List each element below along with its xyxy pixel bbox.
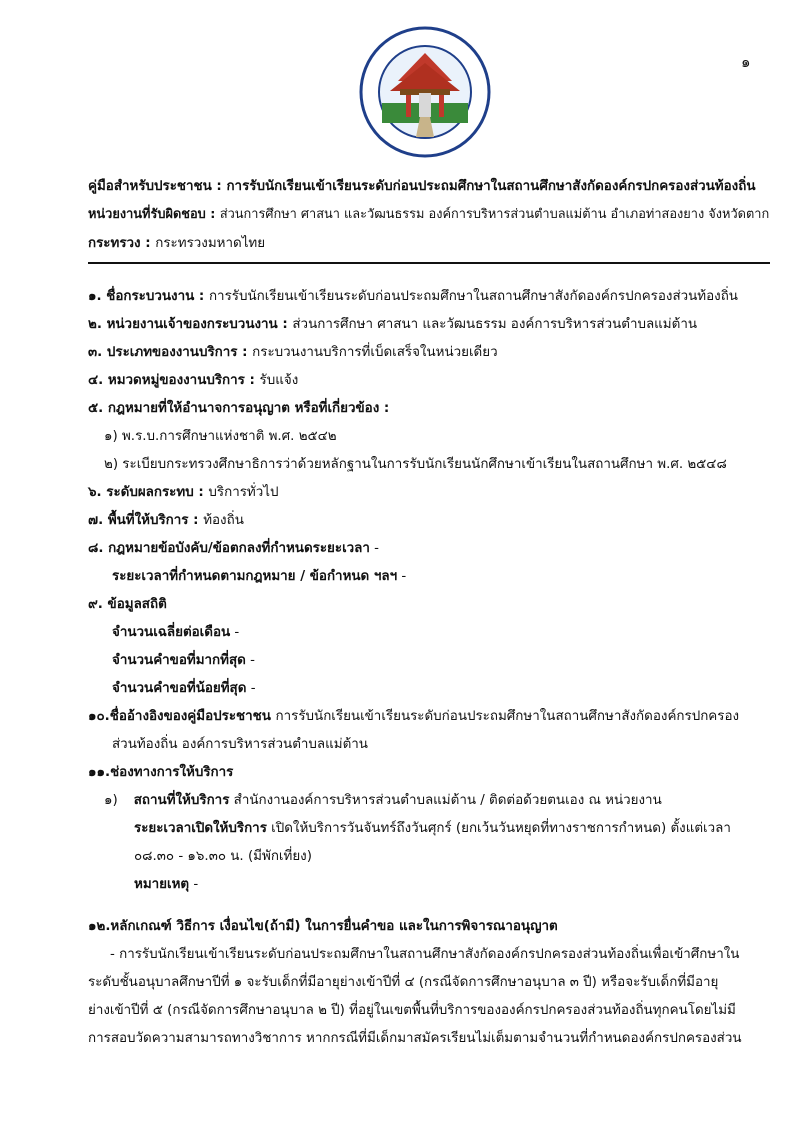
item-7-value: ท้องถิ่น xyxy=(203,513,244,528)
item-9-avg-label: จำนวนเฉลี่ยต่อเดือน xyxy=(112,625,231,640)
item-6-label: ๖. ระดับผลกระทบ : xyxy=(88,485,209,500)
item-2-label: ๒. หน่วยงานเจ้าของกระบวนงาน : xyxy=(88,317,293,332)
item-9-max xyxy=(112,652,255,670)
item-11-time-label: ระยะเวลาเปิดให้บริการ xyxy=(134,821,267,836)
item-9-avg-value: - xyxy=(230,625,240,640)
item-5-label: ๕. กฎหมายที่ให้อำนาจการอนุญาต หรือที่เกี่ยวข้อง : xyxy=(88,401,390,416)
item-11-time-cont: ๐๘.๓๐ - ๑๖.๓๐ น. (มีพักเที่ยง) xyxy=(134,849,312,864)
header-divider xyxy=(88,262,770,264)
ministry-line xyxy=(88,232,265,253)
item-9-min-value: - xyxy=(246,681,256,696)
item-8-value: - xyxy=(369,541,379,556)
ministry-label: กระทรวง : xyxy=(88,236,156,251)
item-8 xyxy=(88,540,379,558)
item-1-label: ๑. ชื่อกระบวนงาน : xyxy=(88,289,209,304)
item-11-note xyxy=(134,876,198,894)
item-12-label: ๑๒.หลักเกณฑ์ วิธีการ เงื่อนไข(ถ้ามี) ในการยื่นคำขอ และในการพิจารณาอนุญาต xyxy=(88,919,558,934)
item-7-label: ๗. พื้นที่ให้บริการ : xyxy=(88,513,204,528)
item-10-value-cont: ส่วนท้องถิ่น องค์การบริหารส่วนตำบลแม่ต้าน xyxy=(112,737,368,752)
item-9-min-label: จำนวนคำขอที่น้อยที่สุด xyxy=(112,681,247,696)
item-12-para-2: ระดับชั้นอนุบาลศึกษาปีที่ ๑ จะรับเด็กที่มีอายุย่างเข้าปีที่ ๔ (กรณีจัดการศึกษาอนุบาล ๓ ปี) หรือจะรับเด็กที่มีอายุ xyxy=(88,975,719,990)
item-9-label: ๙. ข้อมูลสถิติ xyxy=(88,597,167,612)
item-8-sub xyxy=(112,568,406,586)
item-11-label: ๑๑.ช่องทางการให้บริการ xyxy=(88,765,234,780)
item-9-avg xyxy=(112,624,239,642)
item-5-sub-1: ๑) พ.ร.บ.การศึกษาแห่งชาติ พ.ศ. ๒๕๔๒ xyxy=(104,429,337,444)
item-2 xyxy=(88,316,697,334)
item-10-label: ๑๐.ชื่ออ้างอิงของคู่มือประชาชน xyxy=(88,709,276,724)
item-12-para-3: ย่างเข้าปีที่ ๕ (กรณีจัดการศึกษาอนุบาล ๒ ปี) ที่อยู่ในเขตพื้นที่บริการขององค์กรปกครองส่วนท้องถิ่นทุกคนโดยไม่มี xyxy=(88,1003,736,1018)
seal-logo xyxy=(358,25,492,159)
item-6-value: บริการทั่วไป xyxy=(208,485,279,500)
item-11-place-value: สำนักงานองค์การบริหารส่วนตำบลแม่ต้าน / ติดต่อด้วยตนเอง ณ หน่วยงาน xyxy=(229,793,662,808)
item-11-note-value: - xyxy=(189,877,199,892)
item-10 xyxy=(88,708,739,726)
item-7 xyxy=(88,512,244,530)
item-3 xyxy=(88,344,498,362)
item-4-label: ๔. หมวดหมู่ของงานบริการ : xyxy=(88,373,260,388)
item-1-value: การรับนักเรียนเข้าเรียนระดับก่อนประถมศึกษาในสถานศึกษาสังกัดองค์กรปกครองส่วนท้องถิ่น xyxy=(208,289,738,304)
item-3-value: กระบวนงานบริการที่เบ็ดเสร็จในหน่วยเดียว xyxy=(252,345,498,360)
item-8-sub-value: - xyxy=(397,569,407,584)
manual-title: การรับนักเรียนเข้าเรียนระดับก่อนประถมศึกษาในสถานศึกษาสังกัดองค์กรปกครองส่วนท้องถิ่น xyxy=(226,179,756,194)
item-12-para-4: การสอบวัดความสามารถทางวิชาการ หากกรณีที่มีเด็กมาสมัครเรียนไม่เต็มตามจำนวนที่กำหนดองค์กรปกครองส่วน xyxy=(88,1031,742,1046)
item-1 xyxy=(88,288,738,306)
item-2-value: ส่วนการศึกษา ศาสนา และวัฒนธรรม องค์การบริหารส่วนตำบลแม่ต้าน xyxy=(292,317,697,332)
item-12-para-1: - การรับนักเรียนเข้าเรียนระดับก่อนประถมศึกษาในสถานศึกษาสังกัดองค์กรปกครองส่วนท้องถิ่นเพื่อเข้าศึกษาใน xyxy=(110,947,740,962)
item-9-max-label: จำนวนคำขอที่มากที่สุด xyxy=(112,653,246,668)
item-11-note-label: หมายเหตุ xyxy=(134,877,190,892)
agency-line xyxy=(88,203,769,224)
page-number: ๑ xyxy=(741,53,751,71)
manual-title-line xyxy=(88,175,755,196)
item-11-time-value: เปิดให้บริการวันจันทร์ถึงวันศุกร์ (ยกเว้นวันหยุดที่ทางราชการกำหนด) ตั้งแต่เวลา xyxy=(266,821,731,836)
agency-value: ส่วนการศึกษา ศาสนา และวัฒนธรรม องค์การบริหารส่วนตำบลแม่ต้าน อำเภอท่าสองยาง จังหวัดตาก xyxy=(219,207,770,222)
ministry-value: กระทรวงมหาดไทย xyxy=(155,236,266,251)
item-8-label: ๘. กฎหมายข้อบังคับ/ข้อตกลงที่กำหนดระยะเวลา xyxy=(88,541,370,556)
item-8-sub-label: ระยะเวลาที่กำหนดตามกฎหมาย / ข้อกำหนด ฯลฯ xyxy=(112,569,398,584)
item-5-sub-2: ๒) ระเบียบกระทรวงศึกษาธิการว่าด้วยหลักฐานในการรับนักเรียนนักศึกษาเข้าเรียนในสถานศึกษา พ.ศ. ๒๕๔๘ xyxy=(104,457,727,472)
item-4-value: รับแจ้ง xyxy=(259,373,299,388)
manual-label: คู่มือสำหรับประชาชน : xyxy=(88,179,227,194)
item-10-value: การรับนักเรียนเข้าเรียนระดับก่อนประถมศึกษาในสถานศึกษาสังกัดองค์กรปกครอง xyxy=(275,709,740,724)
item-9-min xyxy=(112,680,256,698)
item-11-num: ๑) xyxy=(104,793,118,808)
item-11-place xyxy=(104,792,662,810)
item-9-max-value: - xyxy=(245,653,255,668)
item-6 xyxy=(88,484,278,502)
agency-label: หน่วยงานที่รับผิดชอบ : xyxy=(88,207,220,222)
item-4 xyxy=(88,372,298,390)
item-11-time xyxy=(134,820,731,838)
item-11-place-label: สถานที่ให้บริการ xyxy=(133,793,230,808)
item-3-label: ๓. ประเภทของงานบริการ : xyxy=(88,345,253,360)
